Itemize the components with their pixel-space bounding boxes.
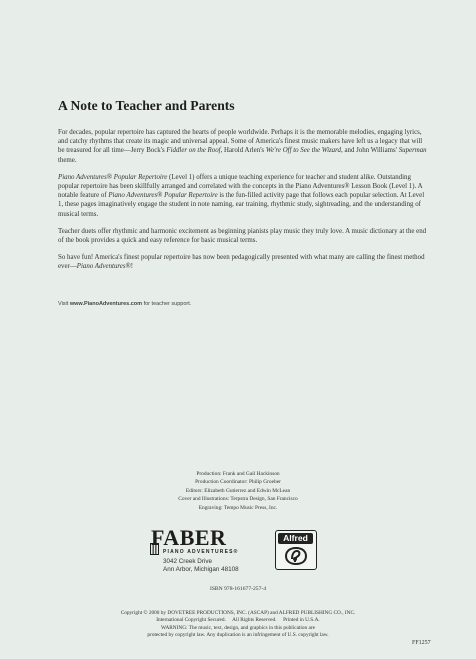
teacher-support-note bbox=[58, 301, 191, 307]
alfred-emblem-icon bbox=[284, 546, 308, 566]
paragraph-3: Teacher duets offer rhythmic and harmonic excitement as beginning pianists play music they truly love. A music dictionary at the end of the book provides a quick and easy reference for basic musical terms. bbox=[58, 227, 427, 245]
visit-suffix: for teacher support. bbox=[142, 301, 192, 307]
note-body bbox=[58, 128, 428, 280]
visit-prefix: Visit bbox=[58, 301, 70, 307]
p1-text-g: theme. bbox=[58, 156, 77, 164]
faber-logo bbox=[151, 525, 261, 574]
isbn-number: ISBN 978-161677-257-4 bbox=[209, 586, 267, 592]
p2-series-name: Piano Adventures bbox=[58, 173, 107, 181]
p2-text-h: is the fun-filled activity page that follows each popular selection. At Level 1, these pages imaginatively engage the student in note naming, ear training, rhythmic study, sightreading, and the understanding of musical terms. bbox=[58, 192, 425, 218]
copyright-line: Copyright © 2000 by DOVETREE PRODUCTIONS, INC. (ASCAP) and ALFRED PUBLISHING CO., INC. bbox=[120, 610, 356, 616]
address-line: Ann Arbor, Michigan 48108 bbox=[163, 566, 239, 573]
copyright-line: WARNING: The music, text, design, and graphics in this publication are bbox=[161, 624, 315, 631]
p1-title-superman: Superman bbox=[398, 147, 427, 155]
alfred-wordmark: Alfred bbox=[278, 533, 313, 544]
piano-adventures-wordmark: PIANO ADVENTURES® bbox=[163, 549, 239, 555]
credit-line: Editors: Elizabeth Gutierrez and Edwin McLean bbox=[185, 487, 291, 494]
credit-line: Engraving: Tempo Music Press, Inc. bbox=[198, 504, 278, 511]
paragraph-1 bbox=[58, 128, 428, 165]
alfred-logo bbox=[275, 530, 317, 570]
p1-title-fiddler: Fiddler on the Roof bbox=[166, 147, 221, 155]
p4-series-name: Piano Adventures bbox=[76, 263, 126, 271]
paragraph-4 bbox=[58, 253, 428, 271]
copyright-notice bbox=[0, 610, 476, 640]
p2-reg-mark: ® bbox=[106, 173, 114, 181]
copyright-line: International Copyright Secured. All Rights Reserved. Printed in U.S.A. bbox=[156, 617, 320, 624]
p4-text-a: So have fun! America's finest popular repertoire has now been pedagogically presented with what many are calling the finest method ever— bbox=[58, 254, 425, 271]
faber-wordmark: FABER bbox=[151, 525, 227, 550]
product-code: FF1257 bbox=[412, 640, 431, 646]
p1-text-c: , Harold Arlen's bbox=[220, 147, 266, 155]
credit-line: Production Coordinator: Philip Groeber bbox=[195, 479, 281, 486]
publisher-address bbox=[163, 558, 261, 574]
p2-book-name-2: Popular Repertoire bbox=[164, 192, 218, 200]
p2-series-name-2: Piano Adventures bbox=[108, 192, 158, 200]
p4-text-c: ®! bbox=[125, 263, 134, 271]
p2-text-d: (Level 1) offers a unique teaching experience for teacher and student alike. Outstanding popular repertoire has been skillfully arranged and correlated with the concepts in the Piano Adventures® Lesson Book (Level 1). A notable feature of bbox=[58, 173, 423, 200]
p1-text-e: , and John Williams' bbox=[341, 147, 399, 155]
p1-title-wizard: We're Off to See the Wizard bbox=[265, 147, 341, 155]
page-title: A Note to Teacher and Parents bbox=[58, 98, 235, 113]
production-credits bbox=[0, 470, 476, 512]
p2-reg-mark-2: ® bbox=[157, 192, 165, 200]
address-line: 3042 Creek Drive bbox=[163, 558, 212, 565]
copyright-line: protected by copyright law. Any duplication is an infringement of U.S. copyright law. bbox=[147, 632, 329, 639]
p2-book-name: Popular Repertoire bbox=[113, 173, 168, 181]
credit-line: Production: Frank and Gail Hackinson bbox=[196, 471, 280, 477]
paragraph-2 bbox=[58, 173, 428, 219]
p1-text-a: For decades, popular repertoire has captured the hearts of people worldwide. Perhaps it is the memorable melodies, engaging lyrics, and catchy rhythms that create its magic and universal appeal. Some of America's finest music makers have left us a legacy that will be treasured for all time—Jerry Bock's bbox=[58, 129, 423, 155]
credit-line: Cover and Illustrations: Terpstra Design, San Francisco bbox=[178, 496, 298, 503]
website-link[interactable]: www.PianoAdventures.com bbox=[69, 301, 143, 307]
